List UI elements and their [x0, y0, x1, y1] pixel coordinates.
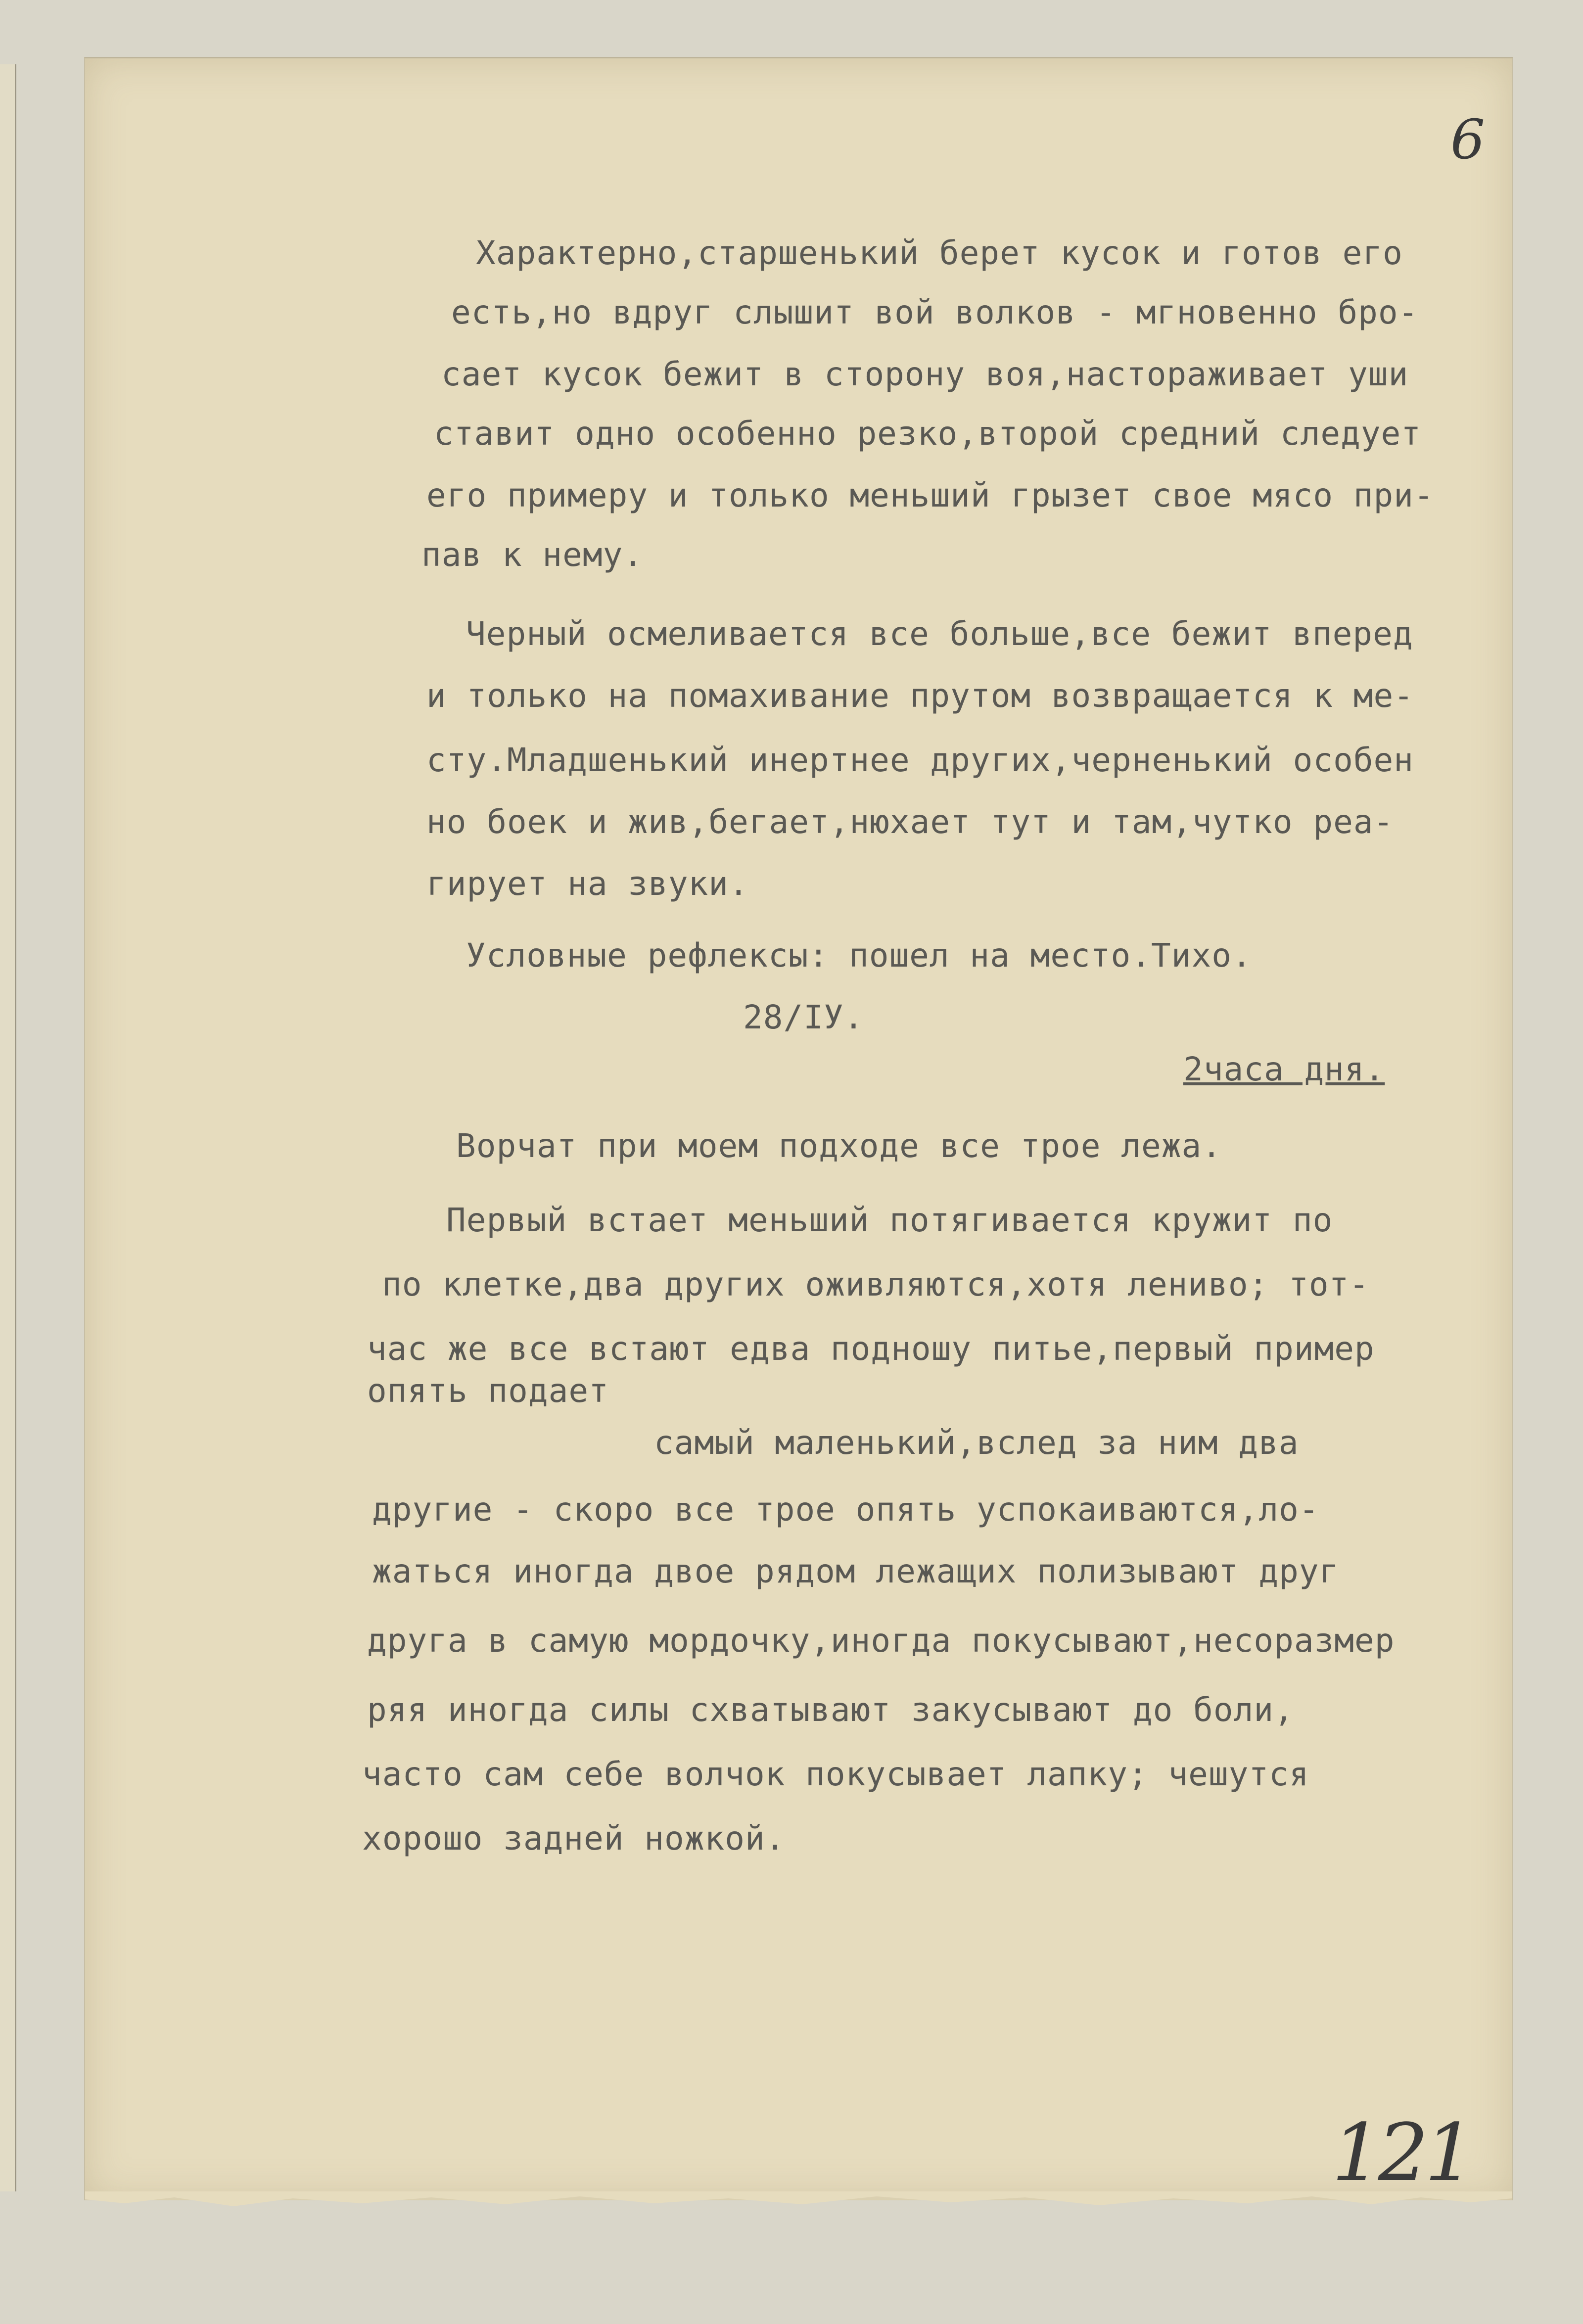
- text-line-19: опять подает: [367, 1372, 609, 1410]
- text-line-5: его примеру и только меньший грызет свое мясо при-: [426, 476, 1434, 514]
- text-line-7: Черный осмеливается все больше,все бежит вперед: [466, 615, 1413, 653]
- text-line-24: ряя иногда силы схватывают закусывают до боли,: [367, 1691, 1294, 1729]
- text-line-20: самый маленький,вслед за ним два: [654, 1424, 1299, 1462]
- date-line: 28/IУ.: [743, 998, 864, 1036]
- text-line-11: гирует на звуки.: [426, 865, 749, 903]
- text-line-21: другие - скоро все трое опять успокаиваются,ло-: [372, 1490, 1319, 1529]
- text-line-10: но боек и жив,бегает,нюхает тут и там,чутко реа-: [426, 803, 1394, 841]
- text-line-26: хорошо задней ножкой.: [362, 1819, 786, 1858]
- text-line-22: жаться иногда двое рядом лежащих полизывают друг: [372, 1552, 1340, 1590]
- text-line-17: по клетке,два других оживляются,хотя лениво; тот-: [382, 1265, 1370, 1303]
- text-line-16: Первый встает меньший потягивается кружит по: [446, 1201, 1333, 1239]
- text-line-12: Условные рефлексы: пошел на место.Тихо.: [466, 936, 1252, 975]
- text-line-18: час же все встают едва подношу питье,первый пример: [367, 1330, 1375, 1368]
- adjacent-page-edge: [0, 64, 16, 2191]
- text-line-6: пав к нему.: [421, 536, 644, 574]
- text-line-4: ставит одно особенно резко,второй средний следует: [434, 415, 1422, 453]
- page-number-handwritten: 6: [1450, 108, 1485, 171]
- text-line-15: Ворчат при моем подходе все трое лежа.: [456, 1127, 1222, 1165]
- torn-bottom-edge: [85, 2191, 1512, 2209]
- text-line-9: сту.Младшенький инертнее других,черненький особен: [426, 741, 1414, 779]
- text-line-25: часто сам себе волчок покусывает лапку; чешутся: [362, 1755, 1309, 1793]
- text-line-3: сает кусок бежит в сторону воя,настораживает уши: [441, 355, 1409, 393]
- text-line-1: Характерно,старшенький берет кусок и готов его: [476, 234, 1403, 272]
- archive-folio-number: 121: [1332, 2106, 1471, 2199]
- text-line-8: и только на помахивание прутом возвращается к ме-: [426, 677, 1414, 715]
- text-line-23: друга в самую мордочку,иногда покусывают,несоразмер: [367, 1622, 1395, 1660]
- text-line-2: есть,но вдруг слышит вой волков - мгновенно бро-: [451, 293, 1419, 331]
- time-line: 2часа дня.: [1183, 1050, 1385, 1088]
- document-sheet: [84, 57, 1513, 2200]
